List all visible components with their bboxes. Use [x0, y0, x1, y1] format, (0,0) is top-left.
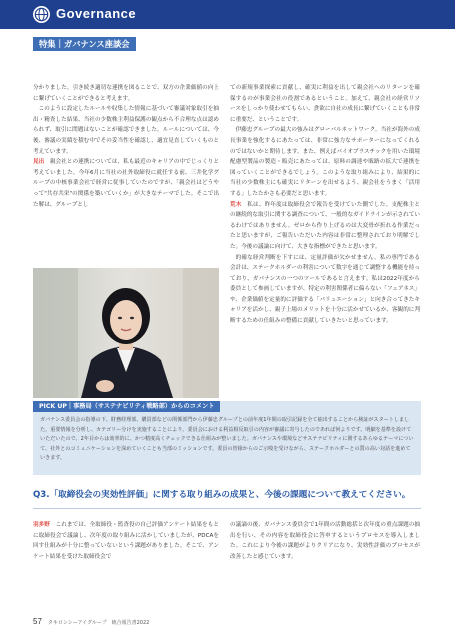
page-title: Governance — [56, 6, 137, 21]
comment-text: ガバナンス委員会の指導の下、財務経理部、購買部などの関係部門から伊藤忠グループとの前年度1年間の取引記録を全て抽出することから検証がスタートしました。重要情報を分析し、カテゴリー分けを実施することにより、委員会における利益相反取引の内容が審議に寄与したのであれば何よりです。明細を基準を設けていただいたので、2年目からは効率的に、かつ精度高くチェックできる仕組みが整いました。ガバナンスや環境などサステナビリティに関するあらゆるテーマについて、社外とのコミュニケーションを深めていくことも当部のミッションです。委員の皆様からのご示唆を受けながら、ステークホルダーとの質の高い対話を進めていきます。 — [40, 417, 414, 462]
left-column-text — [33, 83, 219, 210]
divider — [33, 508, 421, 509]
paragraph: 分かりました。引き続き適切な連携を図ることで、双方の企業価値の向上に繋げていくことができると考えます。 — [33, 85, 219, 102]
paragraph: ての新規事業探索に貢献し、確実に利益を出して親会社へのリターンを確保するのが事業会社の役割であるということ。加えて、親会社の経営リソースをしっかり使わせてもらい、貪欲に自社の成長に繋げていくことも非常に重要だ、ということです。 — [230, 85, 420, 123]
paragraph: これまでは、全取締役・監査役の自己評価アンケート結果をもとに取締役会で議論し、次年度の取り組みに活かしていましたが、PDCAを回す仕組みが十分に整っていないという課題がありました。そこで、アンケート結果を受けた取締役会で — [33, 522, 219, 560]
globe-icon — [33, 6, 50, 23]
paragraph: 的確な経営判断を下すには、定量評価が欠かせません。私の専門である会計は、ステークホルダーの利害について数字を通じて調整する機能を持っており、ガバナンスの一つのツールであると言えます。私は2022年度から委員として参画していますが、特定の利害関係者に偏らない「フェアネス」や、企業価値を定量的に評価する「バリュエーション」と向き合ってきたキャリアを活かし、親子上場のメリットを十分に活かせているか、客観的に判断するための仕組みの整備に貢献していきたいと思っています。 — [230, 254, 420, 325]
paragraph: 親会社との連携については、私も最近のキャリアの中でじっくりと考えていました。今年6月に当社の社外取締役に就任する前、三井化学グループの中核事業会社で経営に従事していたのですが、「親会社はどうやって"共存共栄"の関係を築いていくか」が大きなテーマでした。そこで出た解は、グループとし — [33, 159, 219, 208]
paragraph: 伊藤忠グループの最大の強みはグローバルネットワーク。当社が海外の成長事業を強化するにあたっては、非常に強力なサポーターになってくれるのではないかと期待します。また、例えばバイオプラスチックを用いた環境配慮型製品の製造・販売にあたっては、原料の調達や販路の拡大で連携を図っていくことができるでしょう。このような取り組みにより、結果的に当社の少数株主にも確実にリターンを出せるよう、親会社をうまく「活用する」したたかさも必要だと思います。 — [230, 127, 420, 197]
paragraph: の議論の後、ガバナンス委員会で1年間の活動総括と次年度の重点課題の抽出を行い、その内容を取締役会に答申するというプロセスを導入しました。これにより今後の課題がよりクリアになり、実効性評価のプロセスが改善したと感じています。 — [230, 522, 420, 560]
speaker-name: 荒木 — [230, 201, 242, 208]
footer-company: タキロンシーアイグループ 統合報告書2022 — [47, 620, 150, 626]
comment-tab: PICK UP｜事務局（サステナビリティ戦略部）からのコメント — [33, 401, 220, 412]
paragraph: 私は、昨年度は取締役会で報告を受けていた側でした。支配株主との継続的な取引に関する調査について、一般的なガイドラインが示されているわけではありません。ゼロから作り上げるのは大変骨が折れる作業だったと思いますが、ご報告いただいた内容は非常に整理されており明解でした。今後の議論に向けて、大きな指標ができたと思います。 — [230, 201, 420, 250]
bottom-right-text — [230, 520, 420, 562]
speaker-name: 見出 — [33, 159, 45, 166]
question-heading: Q3.「取締役会の実効性評価」に関する取り組みの成果と、今後の課題について教えてください。 — [33, 490, 411, 500]
section-label: 特集｜ガバナンス座談会 — [33, 37, 136, 51]
speaker-name: 羽多野 — [33, 522, 50, 528]
bottom-left-text — [33, 520, 219, 562]
page-number: 57 — [33, 617, 42, 626]
paragraph: このように設定したルールや収集した情報に基づいて審議対象取引を抽出・精査した結果、当社の少数株主利益保護の観点から不合理な点は認められず、取引に問題はないことが確認できました。ルールについては、今後、審議の実績を積む中でその妥当性を確認し、適宜見直していくものと考えています。 — [33, 106, 219, 155]
right-column-text — [230, 83, 420, 327]
footer — [33, 617, 149, 626]
speaker-photo — [33, 268, 219, 398]
